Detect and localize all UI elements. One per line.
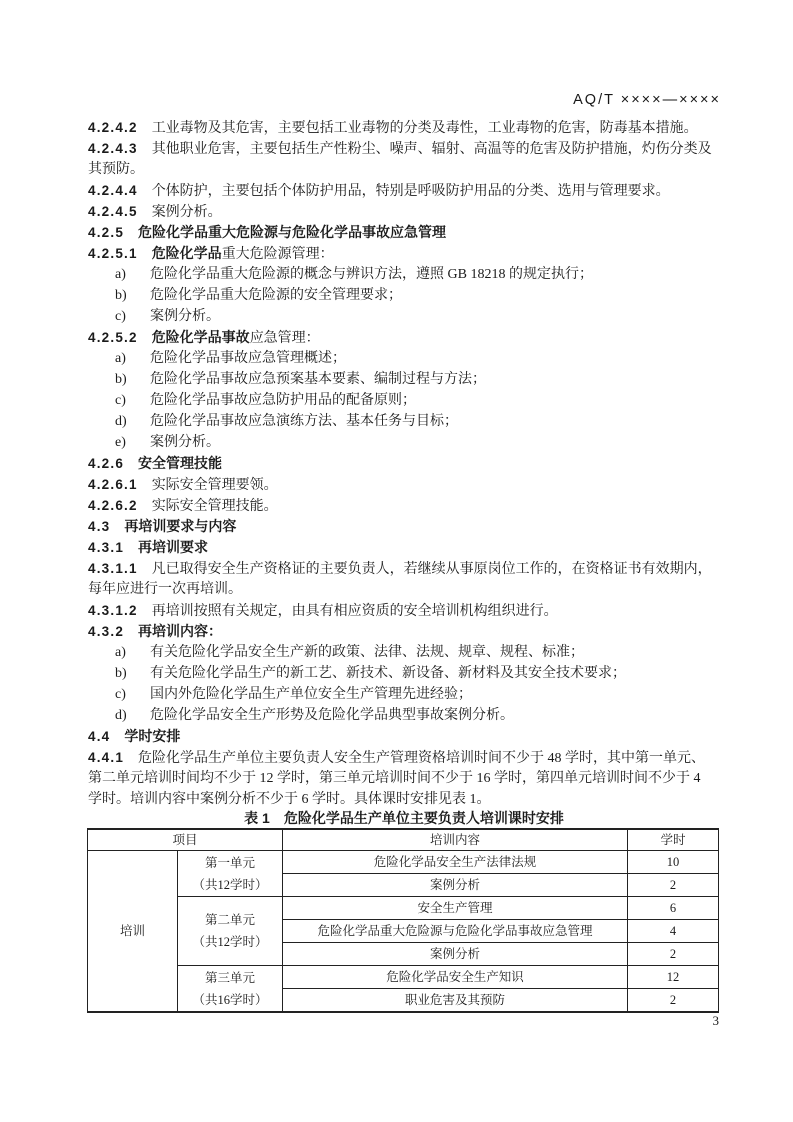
content-line	[88, 684, 720, 705]
cell-unit	[178, 966, 283, 1013]
list-item-letter: c)	[115, 309, 126, 324]
clause-text: 危险化学品事故应急演练方法、基本任务与目标；	[150, 414, 458, 429]
content-line	[88, 537, 720, 558]
list-item-letter: b)	[115, 372, 127, 387]
content-line	[88, 453, 720, 474]
content-line	[88, 348, 720, 369]
cell-training-content: 案例分析	[283, 874, 628, 897]
clause-text: 每年应进行一次再培训。	[88, 582, 242, 597]
cell-hours: 6	[628, 897, 719, 920]
list-item-letter: d)	[115, 414, 127, 429]
unit-name: 第二单元	[205, 913, 256, 927]
content-line	[88, 642, 720, 663]
cell-hours: 10	[628, 851, 719, 874]
content-line	[88, 663, 720, 684]
list-item-letter: c)	[115, 687, 126, 702]
content-line	[88, 180, 720, 201]
clause-number: 4.3.1	[88, 540, 125, 555]
clause-text: 案例分析。	[150, 435, 220, 450]
clause-text: 危险化学品安全生产形势及危险化学品典型事故案例分析。	[150, 708, 514, 723]
clause-number: 4.4	[88, 729, 111, 744]
content-line	[88, 432, 720, 453]
clause-text: 个体防护，主要包括个体防护用品，特别是呼吸防护用品的分类、选用与管理要求。	[151, 184, 670, 199]
unit-hours-note: （共12学时）	[192, 935, 268, 949]
table-row	[88, 966, 719, 989]
clause-text: 危险化学品重大危险源的安全管理要求；	[150, 288, 402, 303]
clause-number: 4.3.1.2	[88, 603, 138, 618]
column-header-hours: 学时	[628, 829, 719, 851]
clause-text: 危险化学品事故应急管理概述；	[150, 351, 346, 366]
column-header-training-content: 培训内容	[283, 829, 628, 851]
clause-number: 4.2.4.4	[88, 183, 138, 198]
content-line	[88, 600, 720, 621]
clause-number: 4.2.5.1	[88, 246, 138, 261]
content-line	[88, 789, 720, 810]
clause-text: 再培训内容：	[138, 623, 223, 639]
list-item-letter: a)	[115, 267, 126, 282]
clause-text: 其他职业危害，主要包括生产性粉尘、噪声、辐射、高温等的危害及防护措施，灼伤分类及	[151, 142, 712, 157]
content-line	[88, 117, 720, 138]
cell-training-content: 安全生产管理	[283, 897, 628, 920]
page-number: 3	[712, 1013, 719, 1028]
clause-text: 再培训按照有关规定，由具有相应资质的安全培训机构组织进行。	[151, 604, 558, 619]
clause-text: 学时。培训内容中案例分析不少于 6 学时。具体课时安排见表 1。	[88, 792, 491, 807]
document-code-header: AQ/T ××××—××××	[573, 92, 721, 108]
clause-text: 其预防。	[88, 162, 144, 177]
clause-text: 实际安全管理技能。	[151, 499, 278, 514]
content-line	[88, 390, 720, 411]
cell-unit	[178, 897, 283, 966]
cell-hours: 4	[628, 920, 719, 943]
content-line	[88, 558, 720, 579]
cell-project-group: 培训	[88, 851, 178, 1013]
list-item-letter: a)	[115, 351, 126, 366]
list-item-letter: d)	[115, 708, 127, 723]
content-line	[88, 474, 720, 495]
clause-text: 实际安全管理要领。	[151, 478, 278, 493]
content-line	[88, 159, 720, 180]
unit-hours-note: （共12学时）	[192, 877, 268, 892]
training-table-wrapper	[87, 828, 718, 1013]
list-item-letter: a)	[115, 645, 126, 660]
cell-training-content: 案例分析	[283, 943, 628, 966]
content-line	[88, 306, 720, 327]
clause-text: 案例分析。	[151, 205, 222, 220]
clause-number: 4.3.2	[88, 624, 125, 639]
training-hours-table	[87, 828, 719, 1013]
unit-name: 第一单元	[205, 855, 256, 870]
content-line	[88, 516, 720, 537]
unit-name: 第三单元	[205, 970, 256, 985]
cell-hours: 2	[628, 943, 719, 966]
cell-hours: 2	[628, 989, 719, 1013]
content-line	[88, 621, 720, 642]
column-header-project: 项目	[88, 829, 283, 851]
content-line	[88, 768, 720, 789]
content-line	[88, 243, 720, 264]
clause-text: 危险化学品事故应急预案基本要素、编制过程与方法；	[150, 372, 486, 387]
clause-number: 4.2.5	[88, 225, 125, 240]
clause-text: 应急管理：	[249, 331, 320, 346]
clause-text: 第二单元培训时间均不少于 12 学时，第三单元培训时间不少于 16 学时，第四单元培训时间不少于 4	[88, 771, 701, 786]
clause-text: 凡已取得安全生产资格证的主要负责人，若继续从事原岗位工作的，在资格证书有效期内，	[151, 562, 712, 577]
cell-training-content: 职业危害及其预防	[283, 989, 628, 1013]
clause-number: 4.2.4.2	[88, 120, 138, 135]
content-line	[88, 747, 720, 768]
list-item-letter: b)	[115, 288, 127, 303]
table-row	[88, 897, 719, 920]
unit-hours-note: （共16学时）	[192, 992, 268, 1007]
clause-text: 危险化学品重大危险源与危险化学品事故应急管理	[138, 224, 447, 240]
clause-text: 重大危险源管理：	[221, 247, 334, 262]
clause-text: 案例分析。	[150, 309, 220, 324]
cell-training-content: 危险化学品安全生产知识	[283, 966, 628, 989]
clause-number: 4.2.6	[88, 456, 125, 471]
list-item-letter: b)	[115, 666, 127, 681]
clause-number: 4.4.1	[88, 750, 125, 765]
clause-text: 学时安排	[124, 728, 181, 744]
table-header-row	[88, 829, 719, 851]
clause-number: 4.2.4.5	[88, 204, 138, 219]
clause-text-bold: 危险化学品事故	[151, 329, 250, 345]
cell-training-content: 危险化学品安全生产法律法规	[283, 851, 628, 874]
content-line	[88, 327, 720, 348]
clause-number: 4.2.4.3	[88, 141, 138, 156]
cell-hours: 12	[628, 966, 719, 989]
content-line	[88, 264, 720, 285]
content-line	[88, 201, 720, 222]
content-line	[88, 726, 720, 747]
table-caption: 表 1 危险化学品生产单位主要负责人培训课时安排	[244, 810, 564, 826]
content-line	[88, 285, 720, 306]
clause-number: 4.2.6.1	[88, 477, 138, 492]
clause-text: 再培训要求与内容	[124, 518, 237, 534]
content-line	[88, 705, 720, 726]
clause-number: 4.2.6.2	[88, 498, 138, 513]
clause-text: 再培训要求	[138, 539, 209, 555]
clause-text: 有关危险化学品安全生产新的政策、法律、法规、规章、规程、标准；	[150, 645, 584, 660]
clause-text: 危险化学品生产单位主要负责人安全生产管理资格培训时间不少于 48 学时，其中第一单元、	[138, 751, 706, 766]
cell-training-content: 危险化学品重大危险源与危险化学品事故应急管理	[283, 920, 628, 943]
content-line	[88, 369, 720, 390]
list-item-letter: c)	[115, 393, 126, 408]
content-line	[88, 411, 720, 432]
clause-text: 危险化学品重大危险源的概念与辨识方法，遵照 GB 18218 的规定执行；	[150, 267, 593, 282]
content-line	[88, 138, 720, 159]
list-item-letter: e)	[115, 435, 126, 450]
content-line	[88, 495, 720, 516]
cell-hours: 2	[628, 874, 719, 897]
table-row	[88, 851, 719, 874]
clause-text: 危险化学品事故应急防护用品的配备原则；	[150, 393, 416, 408]
clause-number: 4.2.5.2	[88, 330, 138, 345]
body-text-block	[88, 117, 720, 810]
clause-text: 安全管理技能	[138, 455, 223, 471]
clause-text: 有关危险化学品生产的新工艺、新技术、新设备、新材料及其安全技术要求；	[150, 666, 626, 681]
cell-unit	[178, 851, 283, 897]
content-line	[88, 579, 720, 600]
clause-text: 国内外危险化学品生产单位安全生产管理先进经验；	[150, 687, 472, 702]
content-line	[88, 222, 720, 243]
clause-text-bold: 危险化学品	[151, 245, 222, 261]
clause-text: 工业毒物及其危害，主要包括工业毒物的分类及毒性，工业毒物的危害，防毒基本措施。	[151, 121, 698, 136]
clause-number: 4.3.1.1	[88, 561, 138, 576]
clause-number: 4.3	[88, 519, 111, 534]
